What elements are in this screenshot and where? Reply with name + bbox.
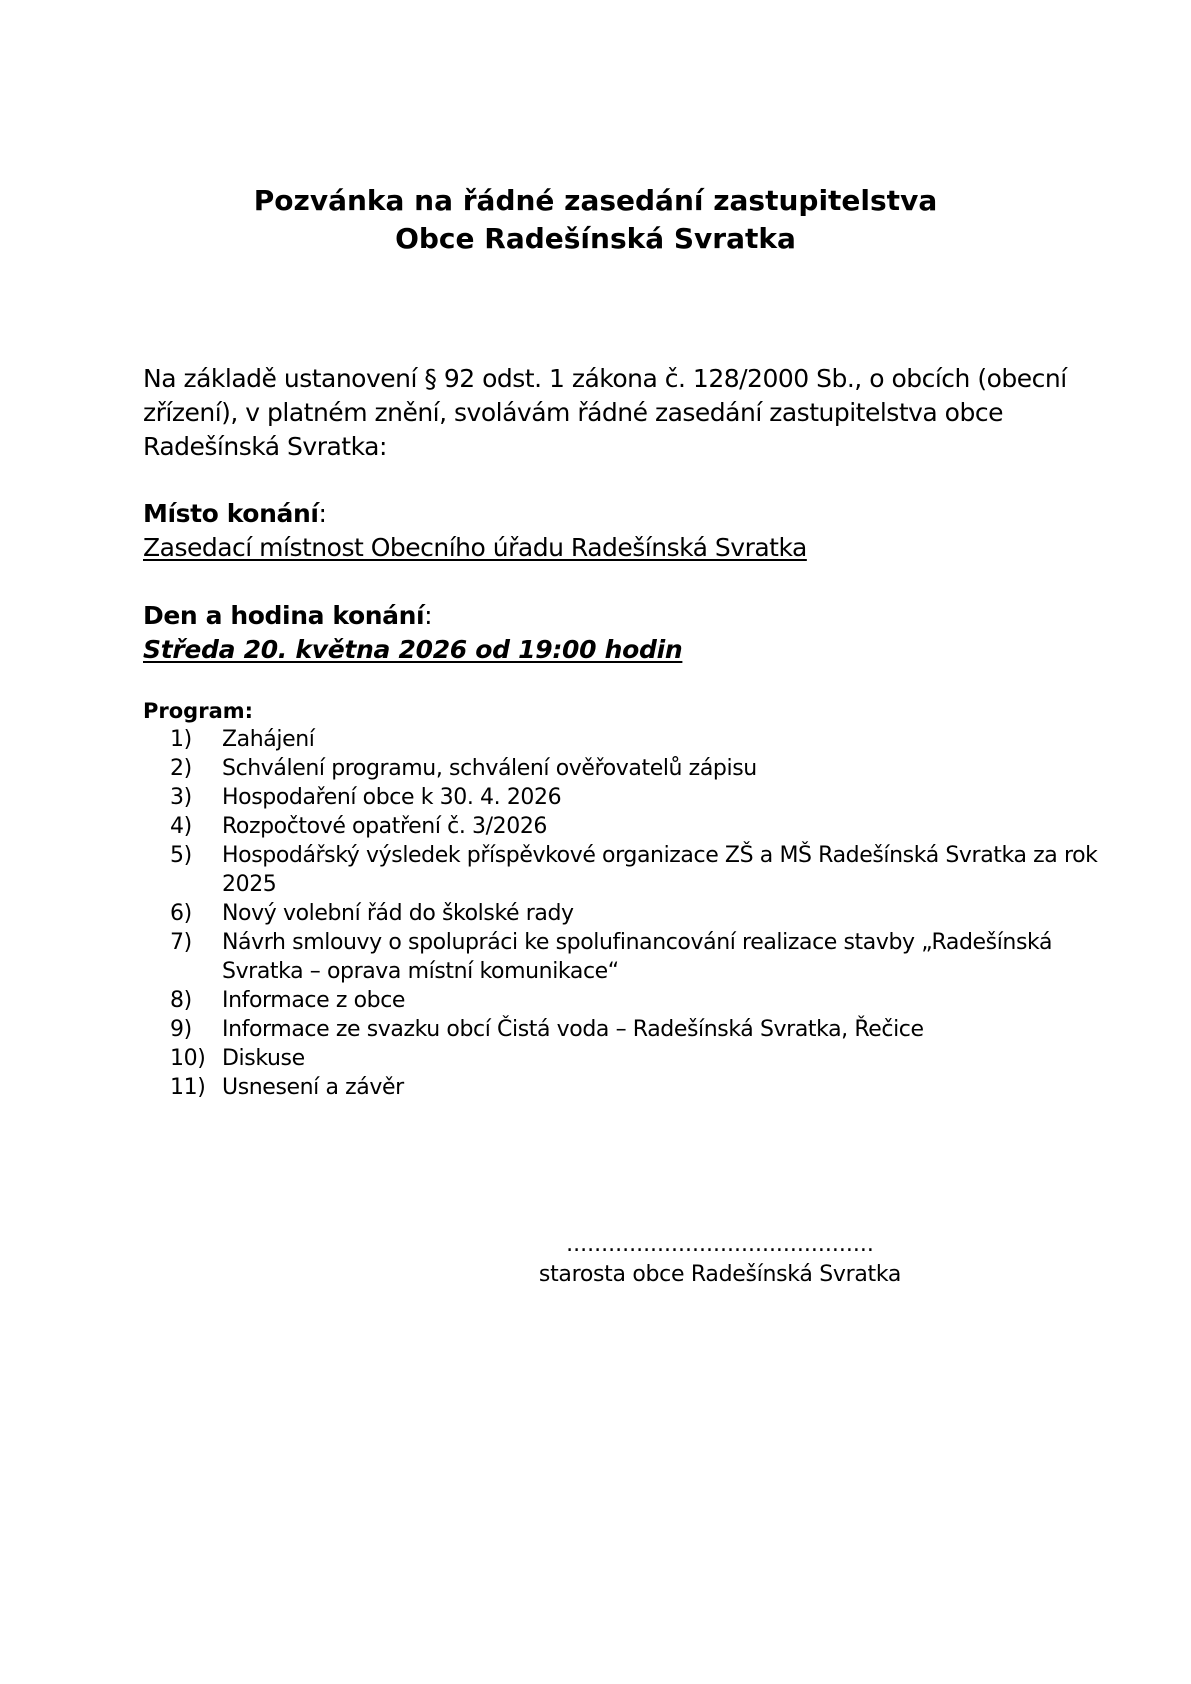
- venue-value: Zasedací místnost Obecního úřadu Radešínská Svratka: [143, 533, 807, 562]
- signature-line: ............................................: [566, 1232, 874, 1257]
- program-item: [170, 1015, 1110, 1044]
- program-item-text: Informace ze svazku obcí Čistá voda – Radešínská Svratka, Řečice: [222, 1017, 924, 1042]
- date-label-text: Den a hodina konání: [143, 601, 425, 630]
- signature-caption: starosta obce Radešínská Svratka: [538, 1262, 902, 1287]
- program-item-text: Zahájení: [222, 727, 315, 752]
- date-label: [143, 599, 432, 633]
- program-item-text: Schválení programu, schválení ověřovatelů zápisu: [222, 756, 757, 781]
- program-item-number: 6): [170, 901, 192, 926]
- program-item-number: 3): [170, 785, 192, 810]
- venue-label-text: Místo konání: [143, 499, 319, 528]
- program-item: [170, 1073, 1110, 1102]
- program-item-text: Diskuse: [222, 1046, 305, 1071]
- program-item: [170, 1044, 1110, 1073]
- title-line-2: Obce Radešínská Svratka: [395, 222, 796, 255]
- title-line-1: Pozvánka na řádné zasedání zastupitelstva: [253, 184, 938, 217]
- document-title: [0, 182, 1191, 258]
- program-item-text: Nový volební řád do školské rady: [222, 901, 574, 926]
- program-item-number: 7): [170, 930, 192, 955]
- program-item-text: Návrh smlouvy o spolupráci ke spolufinancování realizace stavby „Radešínská Svratka – oprava místní komunikace“: [222, 930, 1053, 984]
- program-item-number: 2): [170, 756, 192, 781]
- program-item: [170, 928, 1110, 986]
- program-item: [170, 783, 1110, 812]
- program-item-text: Rozpočtové opatření č. 3/2026: [222, 814, 548, 839]
- program-item: [170, 725, 1110, 754]
- program-item-number: 5): [170, 843, 192, 868]
- program-item: [170, 986, 1110, 1015]
- program-item-text: Hospodaření obce k 30. 4. 2026: [222, 785, 562, 810]
- program-item-number: 11): [170, 1075, 206, 1100]
- program-item-number: 4): [170, 814, 192, 839]
- venue-label-colon: :: [318, 499, 327, 528]
- program-heading: Program:: [143, 699, 254, 723]
- intro-paragraph: Na základě ustanovení § 92 odst. 1 zákona č. 128/2000 Sb., o obcích (obecní zřízení), v platném znění, svolávám řádné zasedání zastupitelstva obce Radešínská Svratka:: [143, 364, 1067, 461]
- program-item-number: 10): [170, 1046, 206, 1071]
- program-item: [170, 899, 1110, 928]
- program-item-text: Usnesení a závěr: [222, 1075, 404, 1100]
- venue-label: [143, 497, 327, 531]
- program-item: [170, 812, 1110, 841]
- program-item-number: 8): [170, 988, 192, 1013]
- program-list: [170, 725, 1110, 1102]
- date-label-colon: :: [424, 601, 433, 630]
- program-item-text: Hospodářský výsledek příspěvkové organizace ZŠ a MŠ Radešínská Svratka za rok 2025: [222, 843, 1098, 897]
- program-item-number: 1): [170, 727, 192, 752]
- date-value: Středa 20. května 2026 od 19:00 hodin: [143, 635, 683, 664]
- program-item-text: Informace z obce: [222, 988, 406, 1013]
- program-item: [170, 841, 1110, 899]
- program-item-number: 9): [170, 1017, 192, 1042]
- program-item: [170, 754, 1110, 783]
- signature-block: [530, 1230, 910, 1290]
